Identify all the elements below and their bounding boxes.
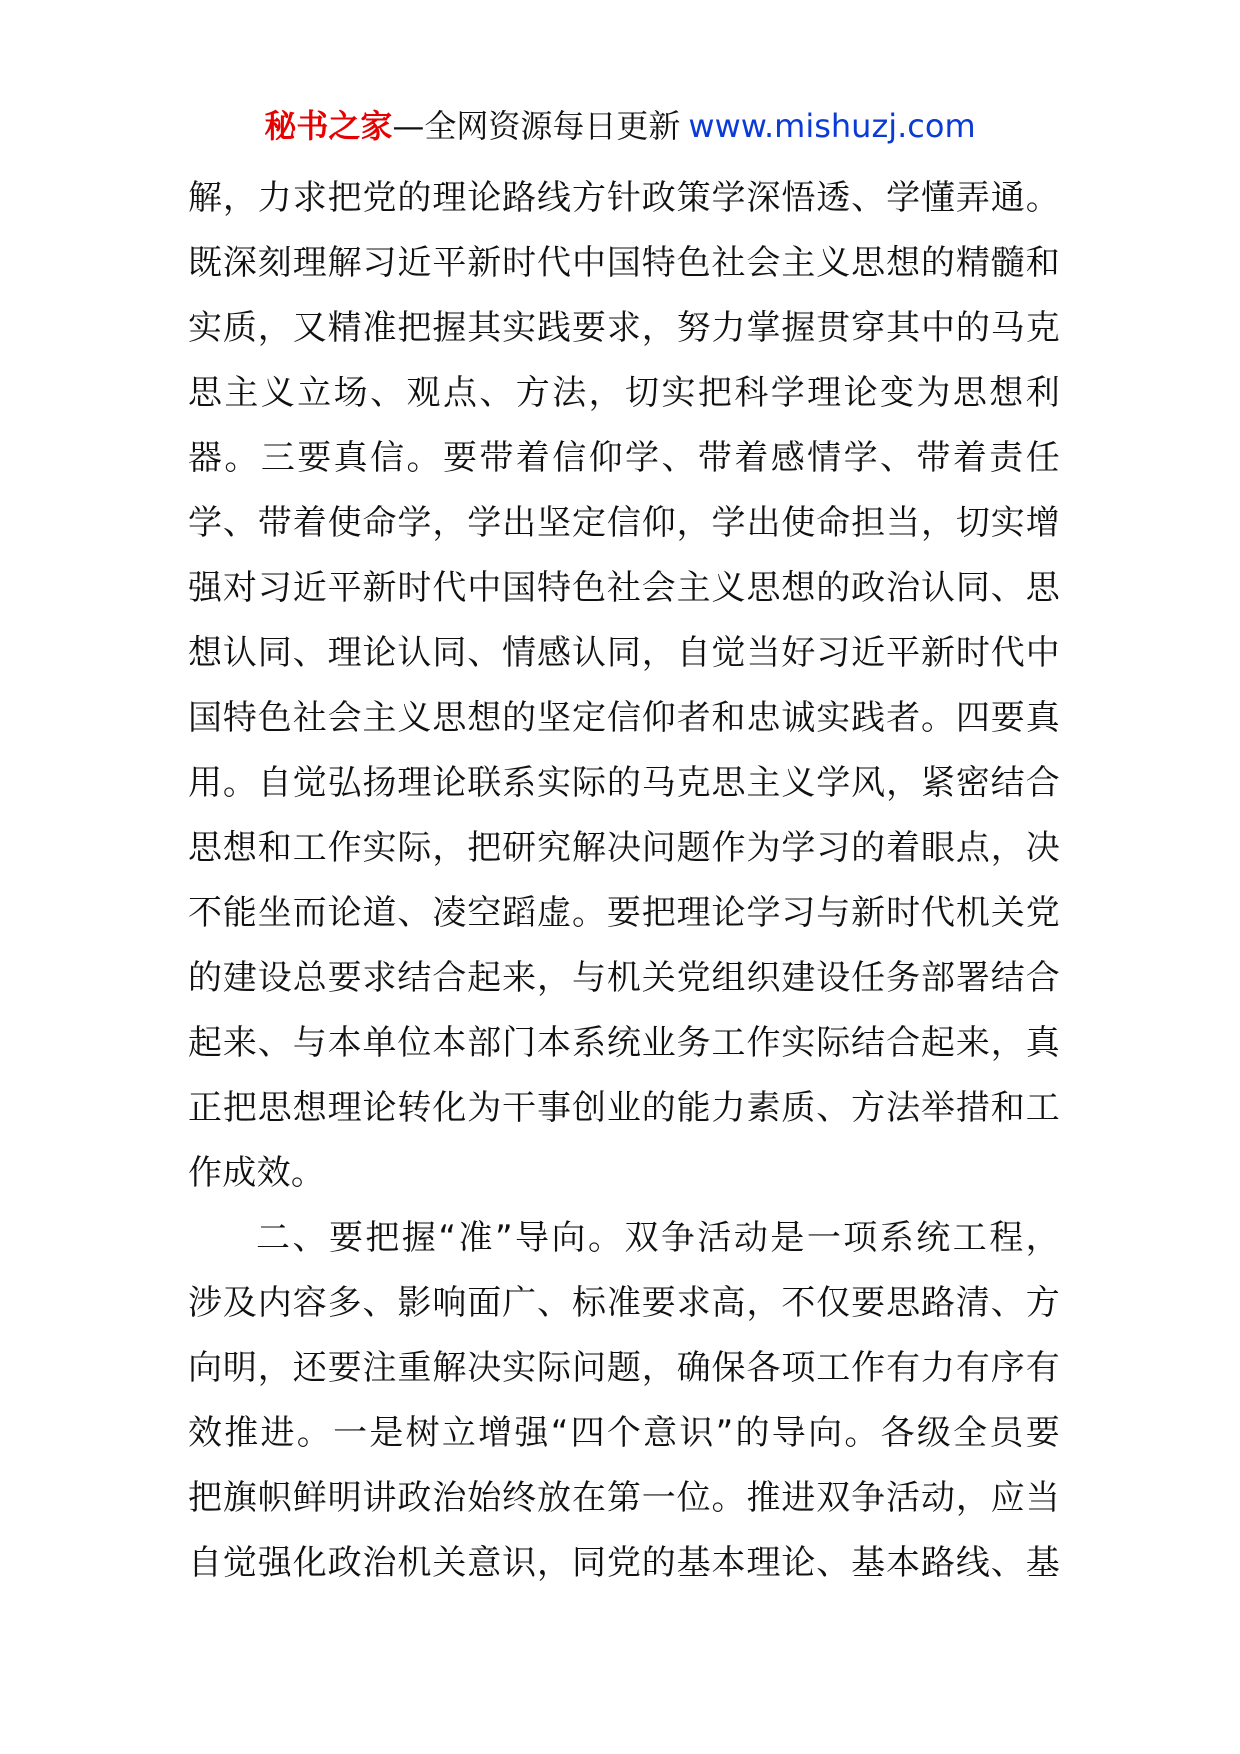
text-line: 既深刻理解习近平新时代中国特色社会主义思想的精髓和 — [188, 243, 1060, 283]
text-line: 的建设总要求结合起来，与机关党组织建设任务部署结合 — [188, 958, 1060, 998]
text-line: 把旗帜鲜明讲政治始终放在第一位。推进双争活动，应当 — [188, 1478, 1060, 1518]
text-line: 自觉强化政治机关意识，同党的基本理论、基本路线、基 — [188, 1543, 1060, 1583]
text-line: 起来、与本单位本部门本系统业务工作实际结合起来，真 — [188, 1023, 1060, 1063]
text-line: 涉及内容多、影响面广、标准要求高，不仅要思路清、方 — [188, 1283, 1060, 1323]
text-line: 学、带着使命学，学出坚定信仰，学出使命担当，切实增 — [188, 503, 1060, 543]
text-line: 思想和工作实际，把研究解决问题作为学习的着眼点，决 — [188, 828, 1060, 868]
site-url-link[interactable]: www.mishuzj.com — [688, 107, 976, 145]
section-heading-line: 二、要把握“准”导向。双争活动是一项系统工程， — [256, 1218, 1060, 1258]
text-line: 不能坐而论道、凌空蹈虚。要把理论学习与新时代机关党 — [188, 893, 1060, 933]
text-line: 效推进。一是树立增强“四个意识”的导向。各级全员要 — [188, 1413, 1060, 1453]
paragraph-end-line: 作成效。 — [188, 1153, 326, 1193]
text-line: 向明，还要注重解决实际问题，确保各项工作有力有序有 — [188, 1348, 1060, 1388]
text-line: 思主义立场、观点、方法，切实把科学理论变为思想利 — [188, 373, 1060, 413]
document-body — [188, 166, 1060, 1596]
text-line: 器。三要真信。要带着信仰学、带着感情学、带着责任 — [188, 438, 1060, 478]
text-line: 用。自觉弘扬理论联系实际的马克思主义学风，紧密结合 — [188, 763, 1060, 803]
brand-name: 秘书之家 — [264, 107, 393, 145]
text-line: 实质，又精准把握其实践要求，努力掌握贯穿其中的马克 — [188, 308, 1060, 348]
text-line: 强对习近平新时代中国特色社会主义思想的政治认同、思 — [188, 568, 1060, 608]
text-line: 国特色社会主义思想的坚定信仰者和忠诚实践者。四要真 — [188, 698, 1060, 738]
text-line: 想认同、理论认同、情感认同，自觉当好习近平新时代中 — [188, 633, 1060, 673]
site-header — [0, 104, 1240, 148]
text-line: 解，力求把党的理论路线方针政策学深悟透、学懂弄通。 — [188, 178, 1060, 218]
text-line: 正把思想理论转化为干事创业的能力素质、方法举措和工 — [188, 1088, 1060, 1128]
header-slogan: —全网资源每日更新 — [392, 107, 681, 145]
